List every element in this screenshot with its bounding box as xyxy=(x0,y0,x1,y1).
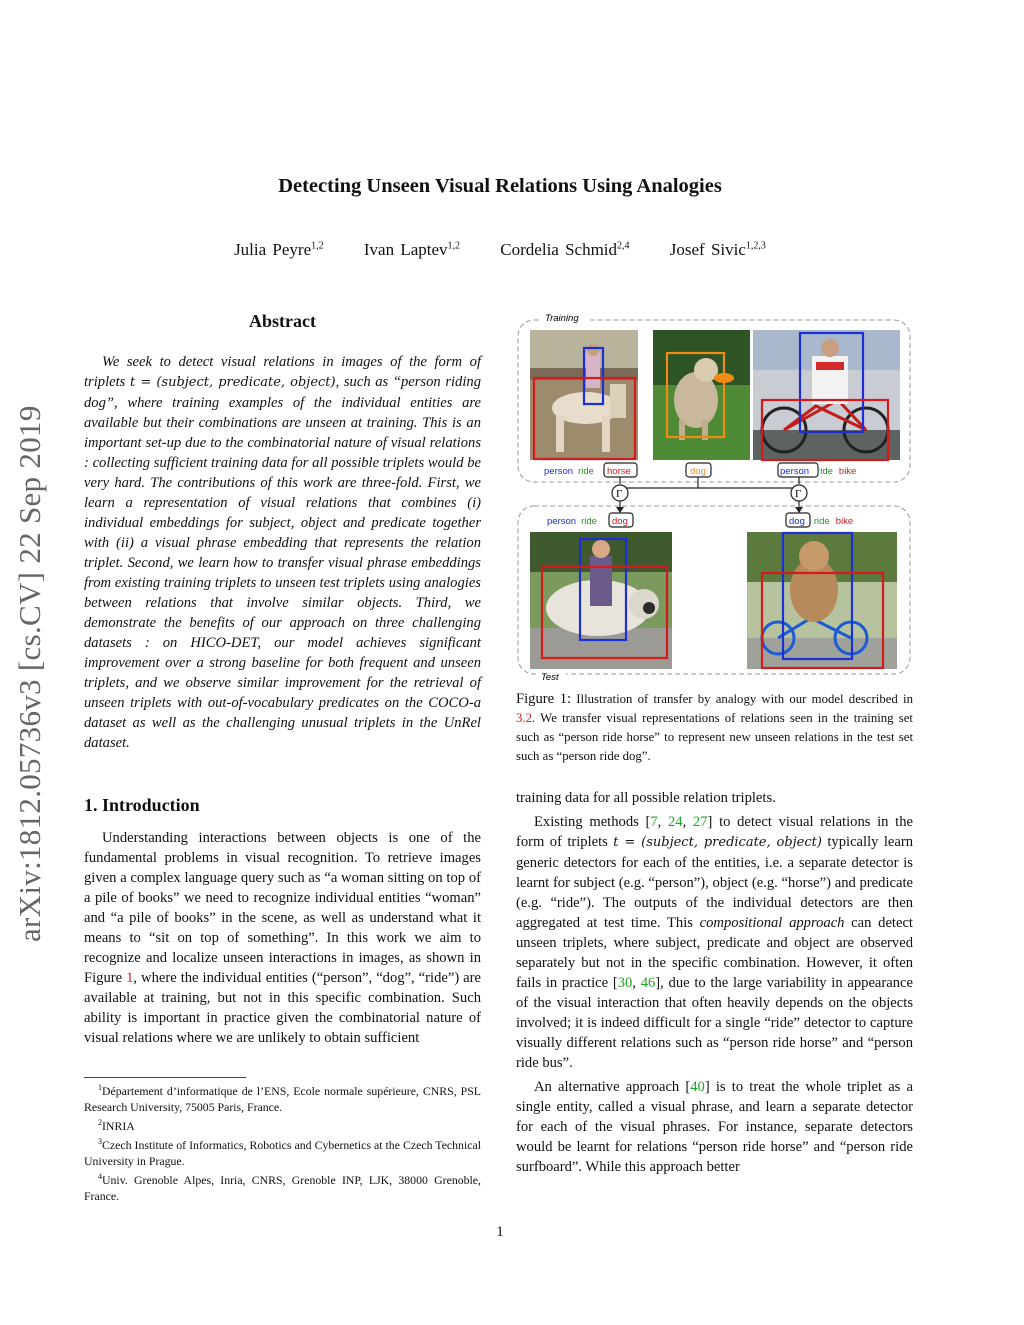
footnote: $^3$Czech Institute of Informatics, Robotics and Cybernetics at the Czech Technical University in Prague. xyxy=(84,1136,481,1168)
paragraph: training data for all possible relation triplets. xyxy=(516,790,776,806)
citation-link[interactable]: 30 xyxy=(617,975,633,991)
section-reference-link[interactable]: 3.2 xyxy=(516,711,532,725)
paragraph: An alternative approach [40] is to treat the whole triplet as a single entity, called a visual phrase, and learn a separate detector for each of the visual phrases. For instance, separate detectors would be learnt for relations “person ride horse” and “person ride surfboard”. While this approach better xyxy=(516,1079,913,1175)
arrow-head xyxy=(795,507,803,513)
footnotes xyxy=(84,1080,481,1204)
author: Cordelia Schmid$^{2,4}$ xyxy=(500,240,630,259)
paper-title: Detecting Unseen Visual Relations Using Analogies xyxy=(278,175,722,197)
training-image-person-bike xyxy=(753,330,900,460)
citation-link[interactable]: 7 xyxy=(650,814,658,830)
gamma-symbol: Γ xyxy=(795,488,802,500)
paragraph: Existing methods [7, 24, 27] to detect visual relations in the form of triplets t = (subject, predicate, object) typically learn generic detectors for each of the entities, i.e. a separate detector is learnt for subject (e.g. “person”), object (e.g. “horse”) and predicate (e.g. “ride”). The outputs of the individual detectors are then aggregated at test time. This compositional approach can detect unseen triplets, where subject, predicate and object are observed separately but not in the specific combination. However, it often fails in practice [30, 46], due to the large variability in appearance of the visual interaction that often heavily depends on the objects involved; it is indeed difficult for a single “ride” detector to capture visually different relations such as “person ride horse” and “person ride bus”. xyxy=(516,814,914,1071)
test-triplet-1: person ride xyxy=(547,516,597,527)
footnote: $^4$Univ. Grenoble Alpes, Inria, CNRS, Grenoble INP, LJK, 38000 Grenoble, France. xyxy=(84,1171,481,1203)
section-heading-introduction: 1. Introduction xyxy=(84,795,200,815)
training-image-person-horse xyxy=(530,330,638,460)
right-column-text xyxy=(516,788,913,1181)
figure-1-illustration xyxy=(516,308,913,686)
author: Ivan Laptev$^{1,2}$ xyxy=(363,240,461,259)
figure-reference-link[interactable]: 1 xyxy=(126,970,134,986)
test-image-person-dog xyxy=(530,532,672,669)
footnote: $^2$INRIA xyxy=(98,1117,135,1133)
training-label: Training xyxy=(545,313,579,324)
test-triplet-1-object: dog xyxy=(612,516,628,527)
arxiv-stamp: arXiv:1812.05736v3 [cs.CV] 22 Sep 2019 xyxy=(12,405,47,942)
train-triplet-1-object: horse xyxy=(607,466,631,477)
abstract-text: We seek to detect visual relations in images of the form of triplets t = (subject, predicate, object), such as “person riding dog”, where training examples of the individual entities are available but their combinations are unseen at training. This is an important set-up due to the combinatorial nature of visual relations : collecting sufficient training data for all possible triplets would be very hard. The contributions of this work are three-fold. First, we learn a representation of visual relations that combines (i) individual embeddings for subject, object and predicate together with (ii) a visual phrase embedding that represents the relation triplet. Second, we learn how to transfer visual phrase embeddings from existing training triplets to unseen test triplets using analogies between relations that involve similar objects. Third, we demonstrate the benefits of our approach on three challenging datasets : on HICO-DET, our model achieves significant improvement over a strong baseline for both frequent and unseen triplets, and we observe similar improvement for the retrieval of unseen triplets with out-of-vocabulary predicates on the COCO-a dataset as well as the challenging unusual triplets in the UnRel dataset. xyxy=(84,354,482,751)
train-triplet-3: person ride bike xyxy=(780,466,857,477)
citation-link[interactable]: 46 xyxy=(640,975,656,991)
citation-link[interactable]: 24 xyxy=(667,814,683,830)
train-triplet-1: person ride xyxy=(544,466,594,477)
footnote: $^1$Département d’informatique de l’ENS, Ecole normale supérieure, CNRS, PSL Research University, 75005 Paris, France. xyxy=(84,1083,481,1114)
test-label: Test xyxy=(541,672,559,683)
test-triplet-2: dog ride bike xyxy=(789,516,854,527)
arrow-head xyxy=(616,507,624,513)
citation-link[interactable]: 27 xyxy=(692,814,708,830)
author: Josef Sivic$^{1,2,3}$ xyxy=(669,240,766,259)
author: Julia Peyre$^{1,2}$ xyxy=(234,240,324,259)
test-image-dog-bike xyxy=(747,532,897,669)
abstract-heading: Abstract xyxy=(249,311,316,331)
page-number: 1 xyxy=(496,1224,504,1240)
gamma-symbol: Γ xyxy=(616,488,623,500)
paragraph: Understanding interactions between objects is one of the fundamental problems in visual recognition. To retrieve images given a complex language query such as “a woman sitting on top of a pile of books” we need to recognize individual entities “woman” and “a pile of books” in the scene, as well as understand what it means to “sit on top of something”. In this work we aim to recognize and localize unseen interactions in images, as shown in Figure 1, where the individual entities (“person”, “dog”, “ride”) are available at training, but not in this specific combination. Such ability is important in practice given the combinatorial nature of visual relations where we are unlikely to obtain sufficient xyxy=(84,830,481,1046)
train-object-2: dog xyxy=(690,466,706,477)
citation-link[interactable]: 40 xyxy=(690,1079,705,1095)
introduction-text xyxy=(84,828,481,1048)
figure-1-caption: Figure 1: Illustration of transfer by analogy with our model described in 3.2. We transfer visual representations of relations seen in the training set such as “person ride horse” to represent new unseen relations in the test set such as “person ride dog”. xyxy=(516,691,913,763)
figure-1 xyxy=(516,308,913,686)
footnote-divider xyxy=(84,1077,246,1078)
author-list xyxy=(0,240,1000,260)
training-image-dog xyxy=(653,330,750,460)
